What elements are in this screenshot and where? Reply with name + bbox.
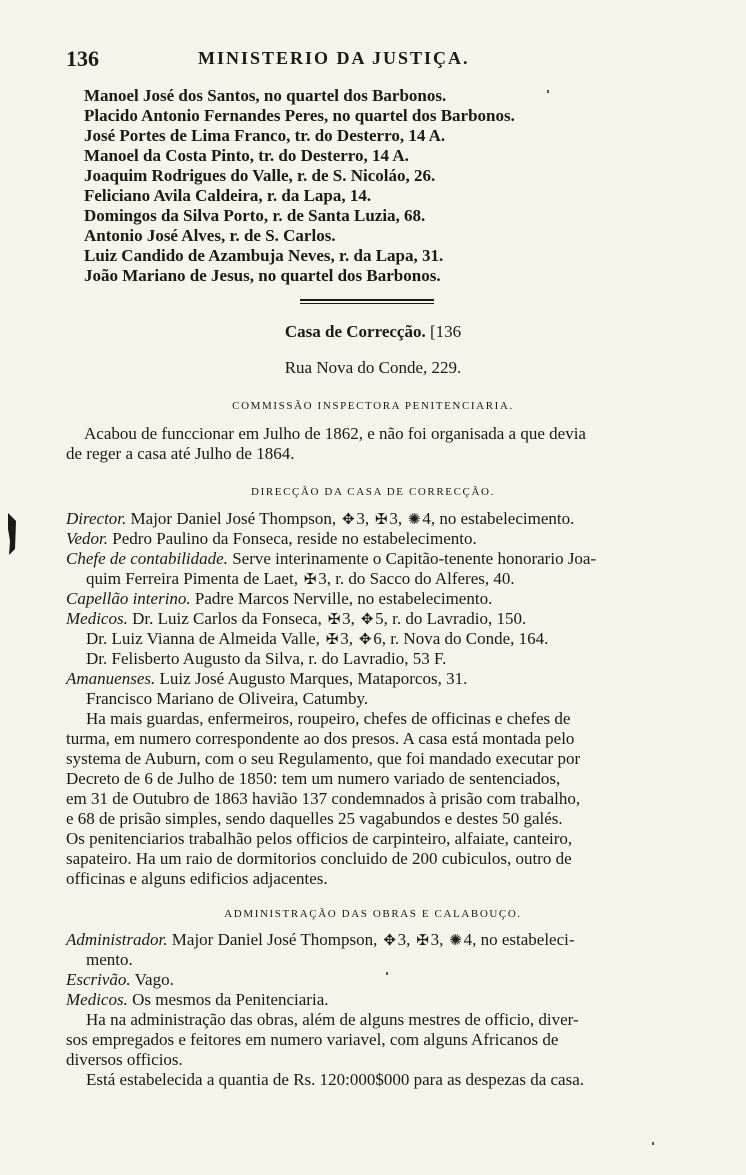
page-header (66, 46, 696, 80)
administrador-entry-cont: mento. (86, 950, 133, 969)
escrivao-entry: Escrivão. Vago. (66, 970, 174, 989)
list-item: José Portes de Lima Franco, tr. do Desterro, 14 A. (84, 126, 446, 145)
running-head: MINISTERIO DA JUSTIÇA. (198, 48, 470, 68)
chefe-entry-cont: quim Ferreira Pimenta de Laet, ✠ 3, r. do Sacco do Alferes, 40. (86, 569, 515, 588)
paragraph-line: em 31 de Outubro de 1863 havião 137 condemnados à prisão com trabalho, (66, 789, 581, 808)
list-item: Placido Antonio Fernandes Peres, no quartel dos Barbonos. (84, 106, 515, 125)
ink-speck (386, 972, 388, 975)
list-item: Manoel da Costa Pinto, tr. do Desterro, 14 A. (84, 146, 409, 165)
list-item: Luiz Candido de Azambuja Neves, r. da Lapa, 31. (84, 246, 444, 265)
rose-order-icon: ✥ (360, 612, 374, 628)
list-item: Feliciano Avila Caldeira, r. da Lapa, 14. (84, 186, 372, 205)
christ-order-icon: ✺ (449, 933, 462, 949)
paragraph-line: Os penitenciarios trabalhão pelos officios de carpinteiro, alfaiate, canteiro, (66, 829, 573, 848)
medicos-entry: Medicos. Dr. Luiz Carlos da Fonseca, ✠ 3, ✥ 5, r. do Lavradio, 150. (66, 609, 527, 628)
christ-order-icon: ✺ (408, 512, 421, 528)
paragraph-line: Ha na administração das obras, além de alguns mestres de officio, diver- (86, 1010, 579, 1029)
paragraph-line: sapateiro. Ha um raio de dormitorios concluido de 200 cubiculos, outro de (66, 849, 572, 868)
paragraph-line: diversos officios. (66, 1050, 183, 1069)
director-entry: Director. Major Daniel José Thompson, ✥ 3, ✠ 3, ✺ 4, no estabelecimento. (66, 509, 575, 528)
administrador-entry: Administrador. Major Daniel José Thompson, ✥ 3, ✠ 3, ✺ 4, no estabeleci- (66, 930, 575, 949)
list-item: Joaquim Rodrigues do Valle, r. de S. Nicoláo, 26. (84, 166, 436, 185)
rose-order-icon: ✥ (358, 632, 372, 648)
paragraph-line: turma, em numero correspondente ao dos presos. A casa está montada pelo (66, 729, 575, 748)
cross-order-icon: ✠ (416, 933, 429, 949)
paragraph-line: officinas e alguns edificios adjacentes. (66, 869, 328, 888)
cross-order-icon: ✠ (327, 612, 341, 628)
amanuense-entry: Francisco Mariano de Oliveira, Catumby. (86, 689, 369, 708)
page-number: 136 (66, 46, 99, 71)
medicos-entry: Medicos. Os mesmos da Penitenciaria. (66, 990, 329, 1009)
section-divider-thin (300, 303, 434, 304)
list-item: Domingos da Silva Porto, r. de Santa Luzia, 68. (84, 206, 426, 225)
cross-order-icon: ✠ (325, 632, 339, 648)
subsection-heading: COMMISSÃO INSPECTORA PENITENCIARIA. (232, 400, 514, 412)
paragraph-line: e 68 de prisão simples, sendo daquelles 25 vagabundos e destes 50 galés. (66, 809, 563, 828)
amanuenses-entry: Amanuenses. Luiz José Augusto Marques, Mataporcos, 31. (66, 669, 468, 688)
rose-order-icon: ✥ (342, 512, 355, 528)
chefe-entry: Chefe de contabilidade. Serve interinamente o Capitão-tenente honorario Joa- (66, 549, 597, 568)
list-item: Antonio José Alves, r. de S. Carlos. (84, 226, 336, 245)
paragraph-line: de reger a casa até Julho de 1864. (66, 444, 295, 463)
rose-order-icon: ✥ (383, 933, 396, 949)
subsection-heading: DIRECÇÃO DA CASA DE CORRECÇÃO. (251, 486, 495, 498)
ink-speck (652, 1142, 654, 1145)
subsection-heading: ADMINISTRAÇÃO DAS OBRAS E CALABOUÇO. (224, 908, 522, 920)
paragraph-line: Acabou de funccionar em Julho de 1862, e não foi organisada a que devia (84, 424, 586, 443)
section-title: Casa de Correcção. [136 (284, 322, 462, 341)
section-address: Rua Nova do Conde, 229. (284, 358, 462, 377)
paragraph-line: Ha mais guardas, enfermeiros, roupeiro, chefes de officinas e chefes de (86, 709, 571, 728)
cross-order-icon: ✠ (303, 572, 317, 588)
margin-ink-mark (6, 513, 18, 555)
cross-order-icon: ✠ (375, 512, 388, 528)
ink-speck (547, 90, 549, 93)
final-line: Está estabelecida a quantia de Rs. 120:000$000 para as despezas da casa. (86, 1070, 585, 1089)
medico-entry: Dr. Felisberto Augusto da Silva, r. do Lavradio, 53 F. (86, 649, 447, 668)
paragraph-line: sos empregados e feitores em numero variavel, com alguns Africanos de (66, 1030, 559, 1049)
capellao-entry: Capellão interino. Padre Marcos Nerville, no estabelecimento. (66, 589, 493, 608)
list-item: João Mariano de Jesus, no quartel dos Barbonos. (84, 266, 441, 285)
paragraph-line: systema de Auburn, com o seu Regulamento, que foi mandado executar por (66, 749, 581, 768)
medico-entry: Dr. Luiz Vianna de Almeida Valle, ✠ 3, ✥ 6, r. Nova do Conde, 164. (86, 629, 549, 648)
list-item: Manoel José dos Santos, no quartel dos Barbonos. (84, 86, 447, 105)
section-divider (300, 299, 434, 301)
vedor-entry: Vedor. Pedro Paulino da Fonseca, reside no estabelecimento. (66, 529, 477, 548)
paragraph-line: Decreto de 6 de Julho de 1850: tem um numero variado de sentenciados, (66, 769, 561, 788)
